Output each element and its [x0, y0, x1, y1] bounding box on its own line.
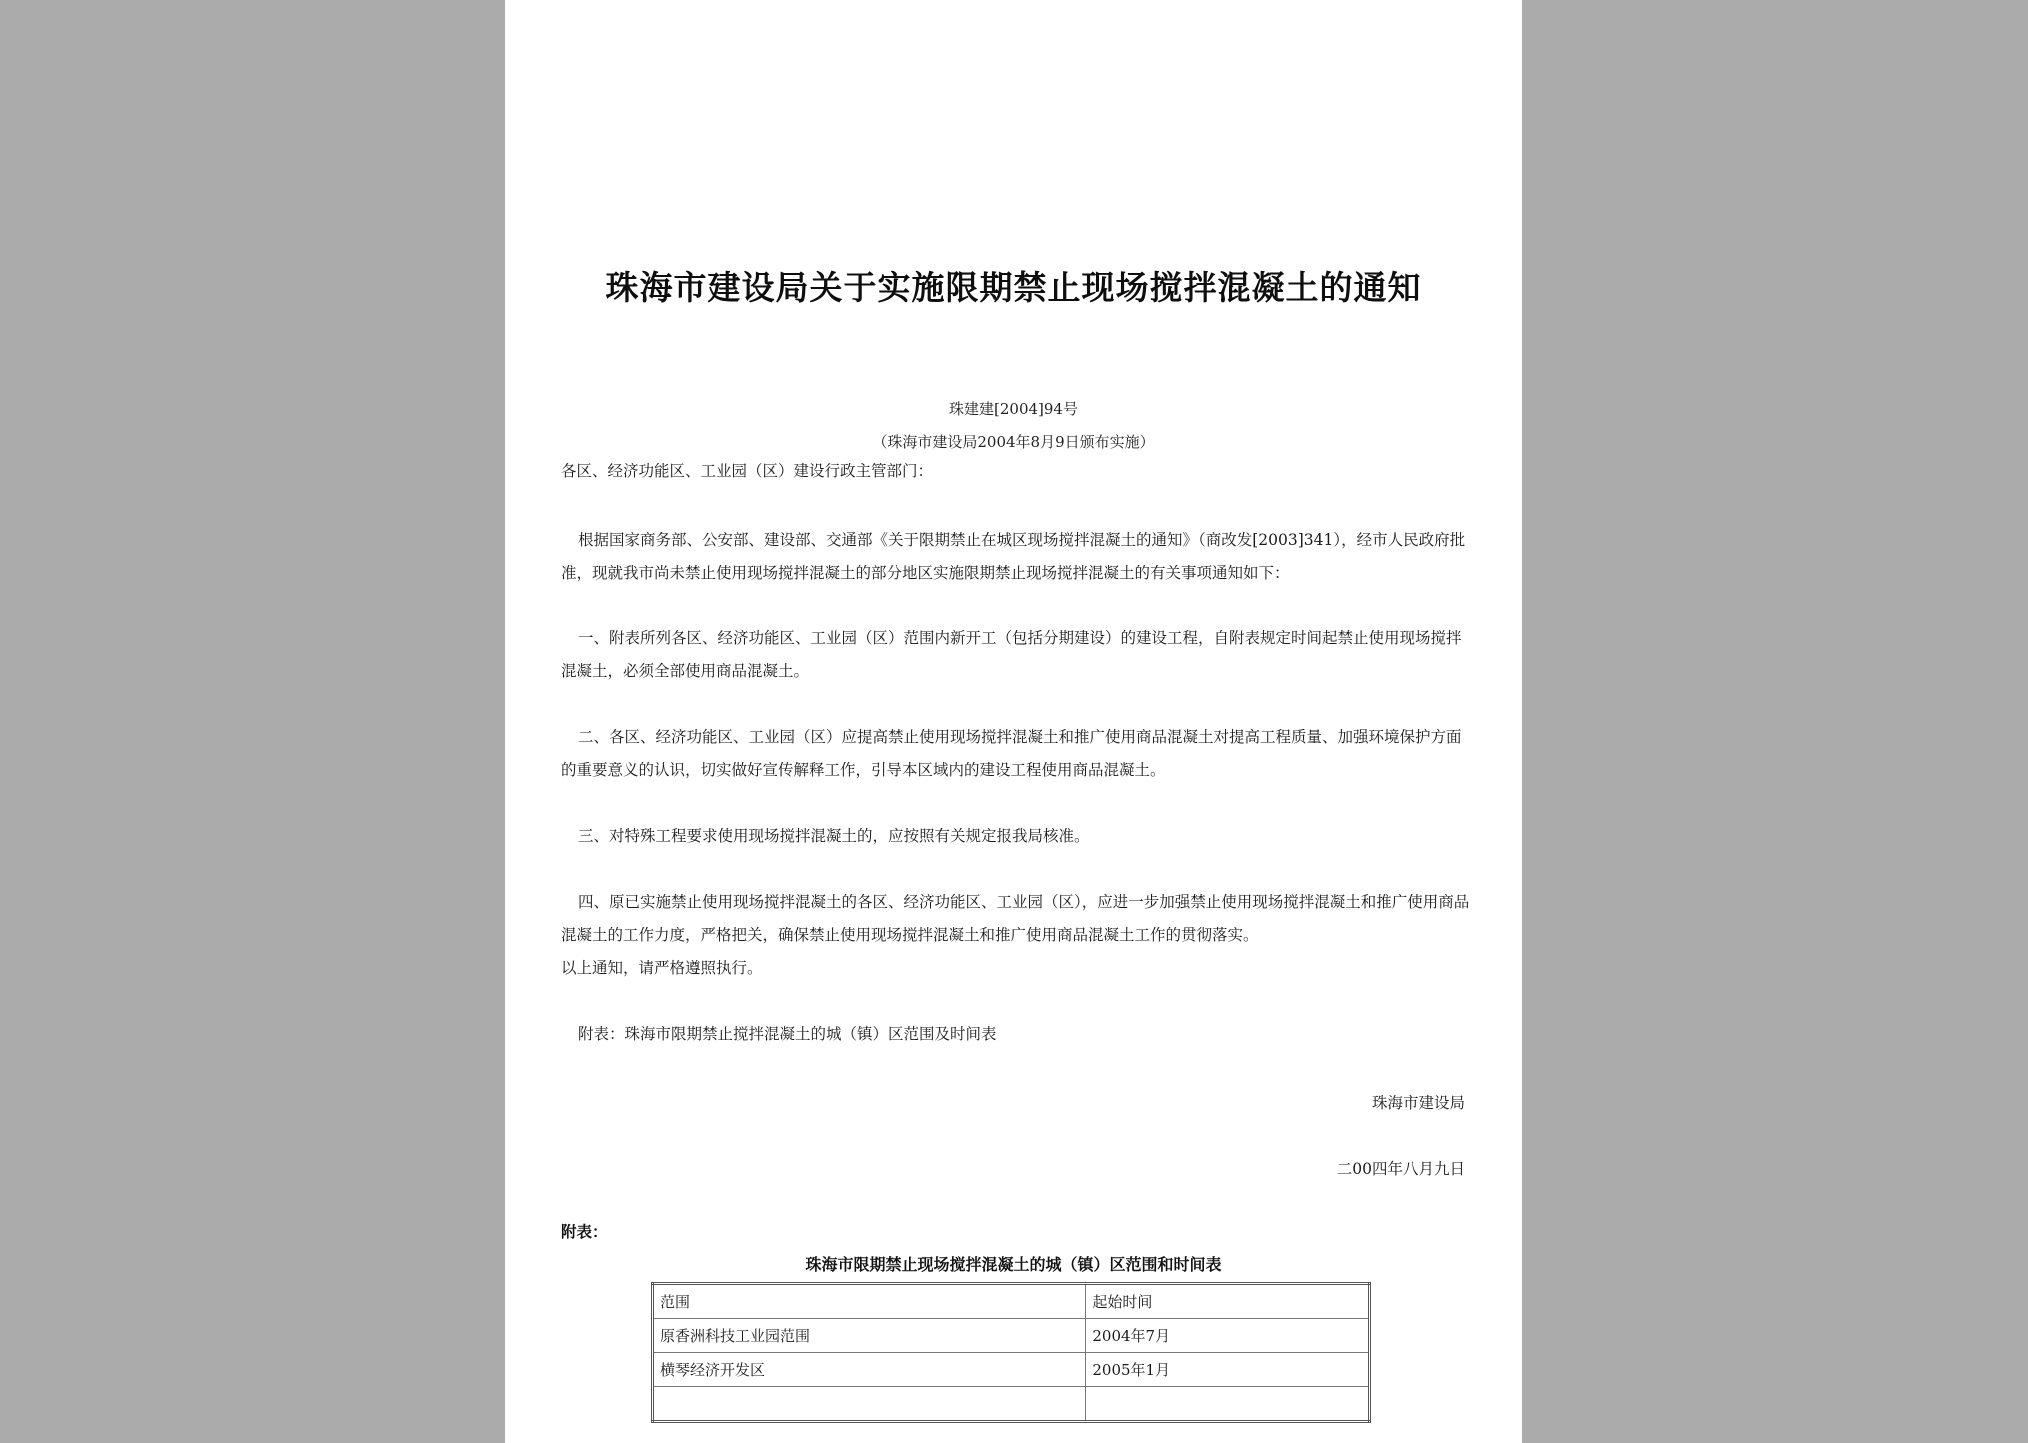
- closing-line: 以上通知，请严格遵照执行。: [561, 959, 763, 977]
- attachment-note: 附表：珠海市限期禁止搅拌混凝土的城（镇）区范围及时间表: [578, 1025, 997, 1043]
- table-header-cell: 范围: [653, 1284, 1086, 1319]
- paragraph-item-4: 四、原已实施禁止使用现场搅拌混凝土的各区、经济功能区、工业园（区），应进一步加强禁止使用现场搅拌混凝土和推广使用商品混凝土的工作力度，严格把关，确保禁止使用现场搅拌混凝土和推广使用商品混凝土工作的贯彻落实。: [561, 893, 1470, 944]
- table-cell: 原香洲科技工业园范围: [653, 1319, 1086, 1353]
- table-row: [653, 1387, 1370, 1422]
- document-page: [505, 0, 1522, 1443]
- table-row: [653, 1319, 1370, 1353]
- paragraph-item-3: 三、对特殊工程要求使用现场搅拌混凝土的，应按照有关规定报我局核准。: [578, 827, 1090, 845]
- signature: 珠海市建设局: [1371, 1094, 1465, 1112]
- document-date: 二00四年八月九日: [1336, 1160, 1465, 1178]
- document-title: 珠海市建设局关于实施限期禁止现场搅拌混凝土的通知: [605, 268, 1422, 307]
- addressee-line: 各区、经济功能区、工业园（区）建设行政主管部门：: [561, 462, 934, 480]
- table-cell: 横琴经济开发区: [653, 1353, 1086, 1387]
- appendix-table: [651, 1282, 1371, 1423]
- table-cell: 2004年7月: [1086, 1319, 1370, 1353]
- issued-note: （珠海市建设局2004年8月9日颁布实施）: [872, 433, 1155, 451]
- appendix-label: 附表：: [561, 1222, 608, 1241]
- table-header-row: [653, 1284, 1370, 1319]
- document-number: 珠建建[2004]94号: [949, 400, 1078, 418]
- table-cell: [1086, 1387, 1370, 1422]
- appendix-table-title: 珠海市限期禁止现场搅拌混凝土的城（镇）区范围和时间表: [805, 1255, 1222, 1274]
- table-row: [653, 1353, 1370, 1387]
- paragraph-item-1: 一、附表所列各区、经济功能区、工业园（区）范围内新开工（包括分期建设）的建设工程，自附表规定时间起禁止使用现场搅拌混凝土，必须全部使用商品混凝土。: [561, 629, 1462, 680]
- paragraph-preamble: 根据国家商务部、公安部、建设部、交通部《关于限期禁止在城区现场搅拌混凝土的通知》（商改发[2003]341），经市人民政府批准，现就我市尚未禁止使用现场搅拌混凝土的部分地区实施限期禁止现场搅拌混凝土的有关事项通知如下：: [561, 531, 1466, 582]
- table-cell: 2005年1月: [1086, 1353, 1370, 1387]
- paragraph-item-2: 二、各区、经济功能区、工业园（区）应提高禁止使用现场搅拌混凝土和推广使用商品混凝土对提高工程质量、加强环境保护方面的重要意义的认识，切实做好宣传解释工作，引导本区域内的建设工程使用商品混凝土。: [561, 728, 1462, 779]
- table-cell: [653, 1387, 1086, 1422]
- table-header-cell: 起始时间: [1086, 1284, 1370, 1319]
